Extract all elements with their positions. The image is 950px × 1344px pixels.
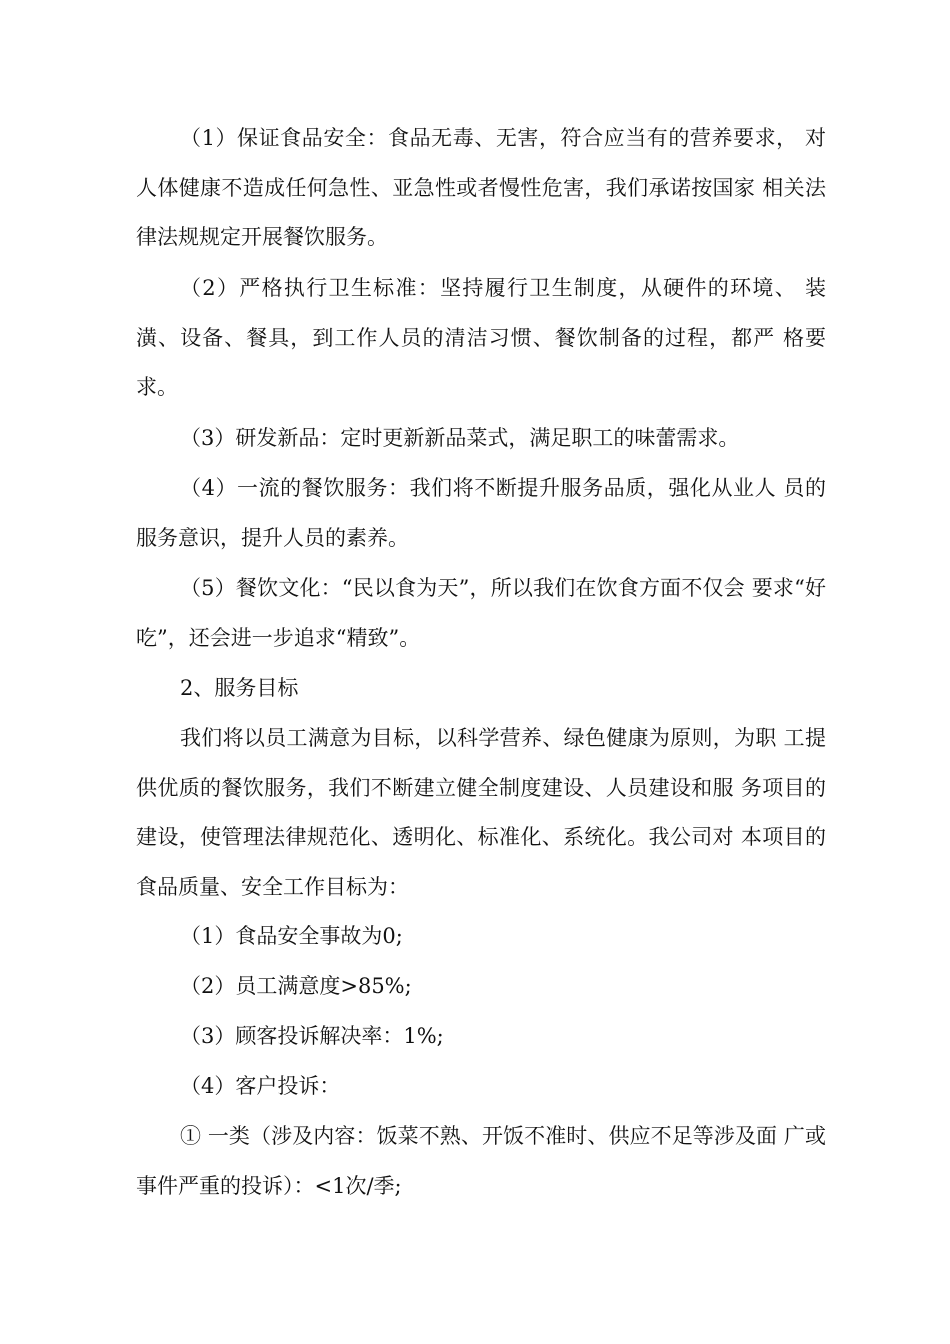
list-item-customer-complaints: （4）客户投诉： [180, 1074, 341, 1098]
list-item-complaint-class-one: ① 一类（涉及内容：饭菜不熟、开饭不准时、供应不足等涉及面 广或事件严重的投诉）：<1次/季; [136, 1124, 826, 1198]
paragraph-food-culture: （5）餐饮文化：“民以食为天”，所以我们在饮食方面不仅会 要求“好吃”，还会进一步追求“精致”。 [136, 576, 826, 650]
paragraph-catering-service: （4）一流的餐饮服务：我们将不断提升服务品质，强化从业人 员的服务意识，提升人员的素养。 [136, 476, 826, 550]
section-heading-service-goals: 2、服务目标 [180, 676, 299, 700]
paragraph-new-products: （3）研发新品：定时更新新品菜式，满足职工的味蕾需求。 [180, 426, 740, 450]
paragraph-service-goals: 我们将以员工满意为目标，以科学营养、绿色健康为原则，为职 工提供优质的餐饮服务，我们不断建立健全制度建设、人员建设和服 务项目的建设，使管理法律规范化、透明化、标准化、系统化。我公司对 本项目的食品质量、安全工作目标为： [136, 726, 826, 899]
paragraph-hygiene-standards: （2）严格执行卫生标准：坚持履行卫生制度，从硬件的环境、 装潢、设备、餐具，到工作人员的清洁习惯、餐饮制备的过程，都严 格要求。 [136, 276, 826, 399]
paragraph-food-safety: （1）保证食品安全：食品无毒、无害，符合应当有的营养要求， 对人体健康不造成任何急性、亚急性或者慢性危害，我们承诺按国家 相关法律法规规定开展餐饮服务。 [136, 126, 826, 249]
list-item-safety-incidents: （1）食品安全事故为0; [180, 924, 403, 948]
list-item-complaint-resolution: （3）顾客投诉解决率：1%; [180, 1024, 444, 1048]
list-item-satisfaction: （2）员工满意度>85%; [180, 974, 412, 998]
